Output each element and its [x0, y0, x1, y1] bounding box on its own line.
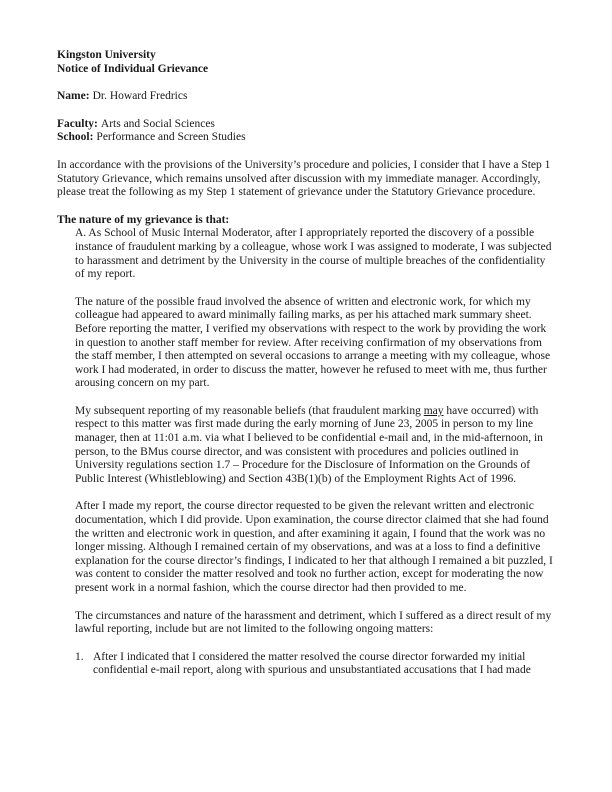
- reporting-underlined-word: may: [423, 404, 444, 417]
- reporting-text-after: have occurred) with respect to this matter was first made during the early morning of June 23, 2005 in person to my line manager, then at 11:01 a.m. via what I believed to be confidential e-mail and, in the mid-afternoon, in person, to the BMus course director, and was consistent with procedures and policies outlined in University regulations section 1.7 – Procedure for the Disclosure of Information on the Grounds of Public Interest (Whistleblowing) and Section 43B(1)(b) of the Employment Rights Act of 1996.: [75, 404, 543, 485]
- field-school-value: Performance and Screen Studies: [96, 131, 246, 144]
- field-faculty: [57, 118, 556, 132]
- grievance-paragraph-circumstances: The circumstances and nature of the harassment and detriment, which I suffered as a direct result of my lawful reporting, include but are not limited to the following ongoing matters:: [75, 609, 552, 636]
- faculty-school-field-block: [57, 118, 556, 145]
- name-field-block: [57, 90, 556, 104]
- grievance-paragraph-course-director: After I made my report, the course director requested to be given the relevant written and electronic documentation, which I did provide. Upon examination, the course director claimed that she had found the written and electronic work in question, and after examining it again, I found that the work was no longer missing. Although I remained certain of my observations, and was at a loss to find a definitive explanation for the course director’s findings, I indicated to her that although I remained a bit puzzled, I was content to consider the matter resolved and took no further action, except for moderating the now present work in a normal fashion, which the course director had then provided to me.: [75, 500, 553, 594]
- field-name-value: Dr. Howard Fredrics: [92, 90, 188, 103]
- document-header: [57, 49, 556, 76]
- document-title: Notice of Individual Grievance: [57, 62, 209, 75]
- grievance-paragraph-reporting: [75, 405, 556, 487]
- grievance-section-heading: The nature of my grievance is that:: [57, 213, 230, 226]
- organization-name: Kingston University: [57, 49, 156, 61]
- list-item-number: 1.: [75, 650, 84, 663]
- reporting-text-before: My subsequent reporting of my reasonable beliefs (that fraudulent marking: [75, 404, 424, 417]
- field-school-label: School:: [57, 131, 94, 144]
- grievance-paragraph-fraud-nature: The nature of the possible fraud involved the absence of written and electronic work, for which my colleague had appeared to award minimally failing marks, as per his attached mark summary sheet. Before reporting the matter, I verified my observations with respect to the work by providing the work in question to another staff member for review. After receiving confirmation of my observations from the staff member, I then attempted on several occasions to arrange a meeting with my colleague, whose work I had moderated, in order to discuss the matter, however he refused to meet with me, thus further arousing concern on my part.: [75, 295, 551, 390]
- grievance-paragraph-a: A. As School of Music Internal Moderator, after I appropriately reported the discovery of a possible instance of fraudulent marking by a colleague, whose work I was assigned to moderate, I was subjected to harassment and detriment by the University in the course of multiple breaches of the confidentiality of my report.: [75, 227, 552, 281]
- list-item-text: After I indicated that I considered the matter resolved the course director forwarded my initial confidential e-mail report, along with spurious and unsubstantiated accusations that I had made: [93, 650, 531, 677]
- field-name: [57, 90, 556, 104]
- field-faculty-label: Faculty:: [57, 117, 98, 130]
- field-school: [57, 131, 556, 145]
- intro-paragraph: In accordance with the provisions of the University’s procedure and policies, I consider that I have a Step 1 Statutory Grievance, which remains unsolved after discussion with my immediate manager. Accordingly, please treat the following as my Step 1 statement of grievance under the Statutory Grievance procedure.: [57, 158, 551, 199]
- grievance-list-item-1: [75, 651, 556, 678]
- field-name-label: Name:: [57, 90, 90, 103]
- field-faculty-value: Arts and Social Sciences: [100, 117, 215, 130]
